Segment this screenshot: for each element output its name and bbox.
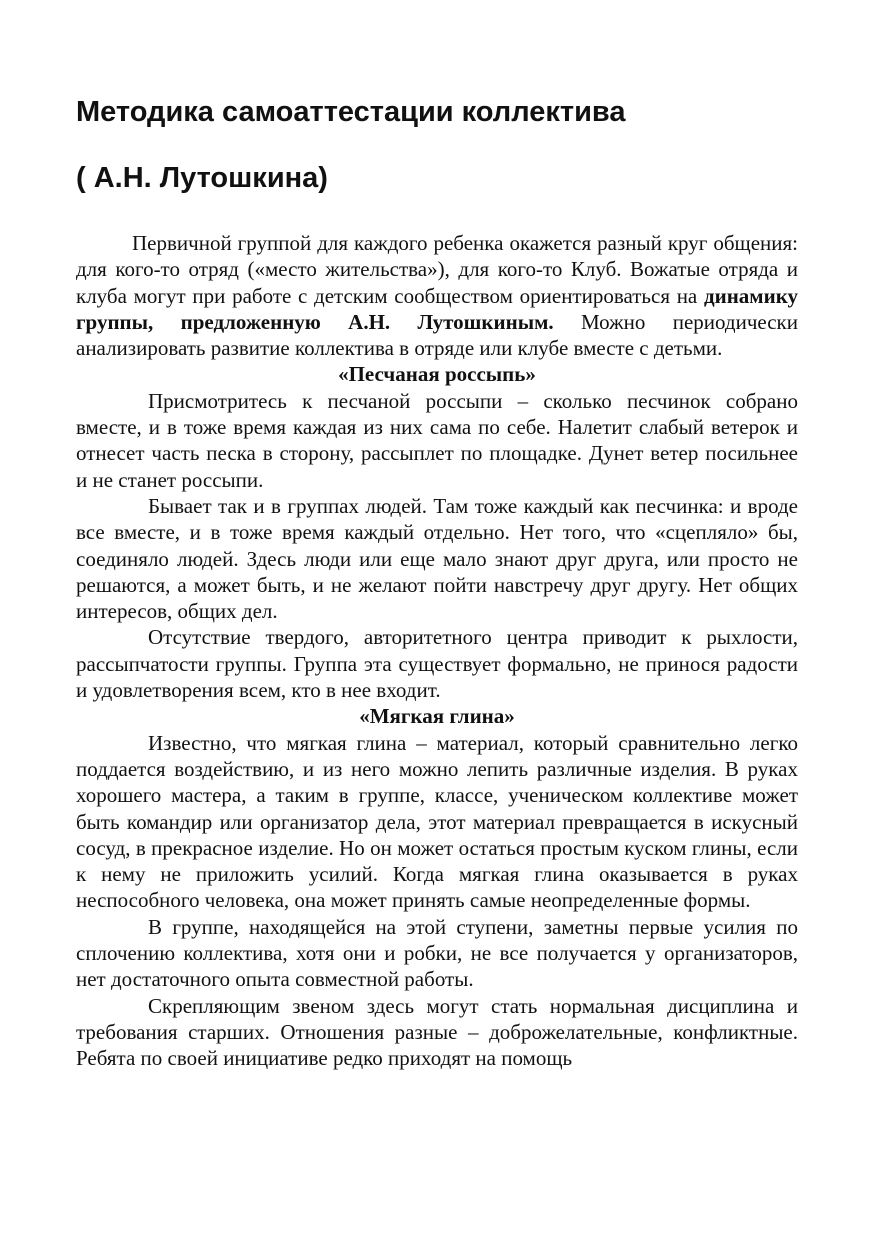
intro-paragraph [76, 230, 798, 361]
paragraph: Отсутствие твердого, авторитетного центра приводит к рыхлости, рассыпчатости группы. Группа эта существует формально, не принося радости и удовлетворения всем, кто в нее входит. [76, 625, 798, 703]
paragraph: В группе, находящейся на этой ступени, заметны первые усилия по сплочению коллектива, хотя они и робки, не все получается у организаторов, нет достаточного опыта совместной работы. [76, 914, 798, 992]
paragraph: Скрепляющим звеном здесь могут стать нормальная дисциплина и требования старших. Отношения разные – доброжелательные, конфликтные. Ребята по своей инициативе редко приходят на помощь [76, 993, 798, 1071]
document-subtitle-author: ( А.Н. Лутошкина) [76, 162, 328, 194]
paragraph: Известно, что мягкая глина – материал, который сравнительно легко поддается воздействию, и из него можно лепить различные изделия. В руках хорошего мастера, а таким в группе, классе, ученическом коллективе может быть командир или организатор дела, этот материал превращается в искусный сосуд, в прекрасное изделие. Но он может остаться простым куском глины, если к нему не приложить усилий. Когда мягкая глина оказывается в руках неспособного человека, она может принять самые неопределенные формы. [76, 730, 798, 913]
document-title: Методика самоаттестации коллектива [76, 96, 626, 128]
paragraph: Бывает так и в группах людей. Там тоже каждый как песчинка: и вроде все вместе, и в тоже время каждый отдельно. Нет того, что «сцепляло» бы, соединяло людей. Здесь люди или еще мало знают друг друга, или просто не решаются, а может быть, и не желают пойти навстречу друг другу. Нет общих интересов, общих дел. [76, 493, 798, 624]
section-heading-sand: «Песчаная россыпь» [338, 362, 536, 387]
section-heading-clay: «Мягкая глина» [359, 704, 515, 729]
intro-text-end: Можно периодически анализировать развитие коллектива в отряде или клубе вместе с детьми. [76, 309, 799, 361]
document-body [76, 230, 798, 1072]
intro-text-start: Первичной группой для каждого ребенка окажется разный круг общения: для кого-то отряд («место жительства»), для кого-то Клуб. Вожатые отряда и клуба могут при работе с детским сообществом ориентироваться на [76, 231, 798, 308]
intro-bold-emphasis: динамику группы, предложенную А.Н. Лутошкиным. [76, 283, 798, 334]
paragraph: Присмотритесь к песчаной россыпи – сколько песчинок собрано вместе, и в тоже время каждая из них сама по себе. Налетит слабый ветерок и отнесет часть песка в сторону, рассыплет по площадке. Дунет ветер посильнее и не станет россыпи. [76, 388, 798, 492]
